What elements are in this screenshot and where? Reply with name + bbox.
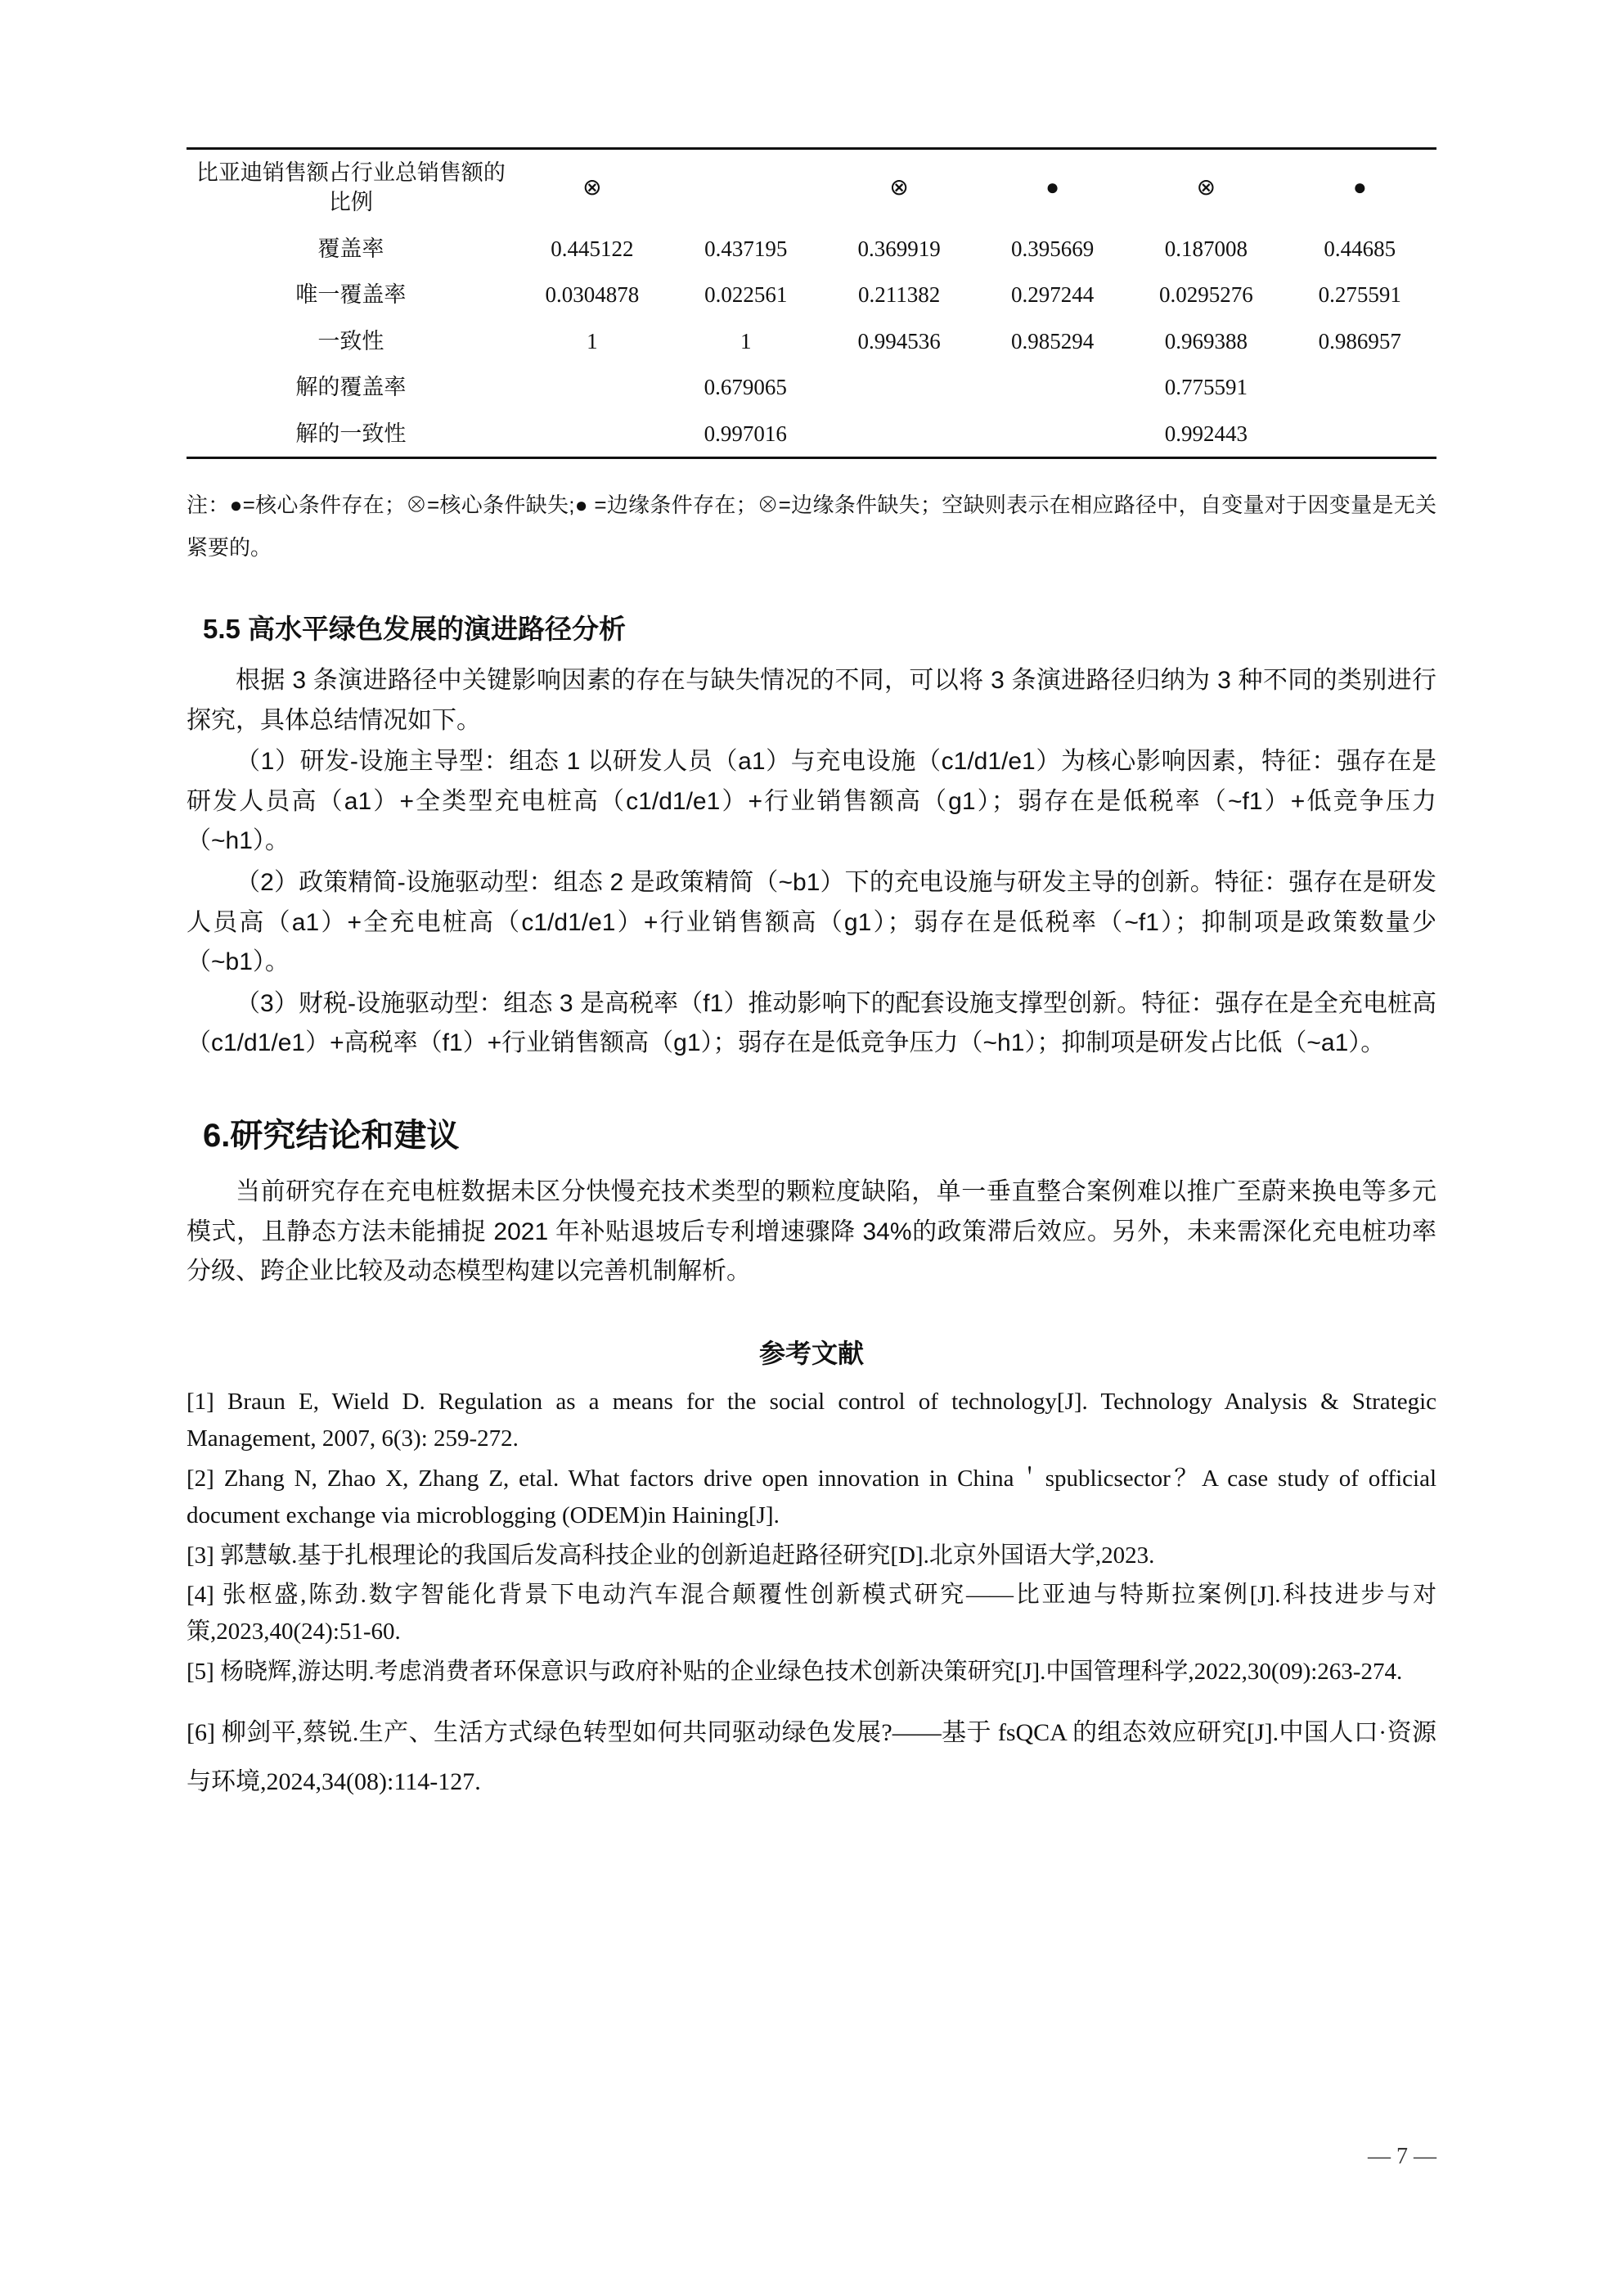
cell-value: 1 [740, 328, 752, 353]
cell-value: 0.997016 [515, 411, 976, 458]
cell-value: 0.969388 [1164, 328, 1248, 353]
table-row [187, 318, 1436, 364]
reference-item: [2] Zhang N, Zhao X, Zhang Z, etal. What factors drive open innovation in China＇spublicsector？A case study of official document exchange via microblogging (ODEM)in Haining[J]. [187, 1465, 1436, 1528]
reference-item: [1] Braun E, Wield D. Regulation as a means for the social control of technology[J]. Technology Analysis & Strategic Management, 2007, 6(3): 259-272. [187, 1388, 1436, 1452]
cell-value: 0.187008 [1164, 236, 1248, 261]
cell-value: 0.395669 [1010, 236, 1095, 261]
cell-value: 0.986957 [1318, 328, 1401, 353]
reference-item: [3] 郭慧敏.基于扎根理论的我国后发高科技企业的创新追赶路径研究[D].北京外国语大学,2023. [187, 1542, 1155, 1569]
section-heading-5-5: 5.5 高水平绿色发展的演进路径分析 [203, 614, 627, 645]
table-row [187, 149, 1436, 226]
cell-value: 0.297244 [1010, 282, 1095, 308]
cell-value: 0.022561 [704, 282, 788, 308]
cell-value: 0.994536 [857, 328, 941, 353]
row-label: 解的一致性 [187, 411, 515, 458]
reference-item: [5] 杨晓辉,游达明.考虑消费者环保意识与政府补贴的企业绿色技术创新决策研究[J].中国管理科学,2022,30(09):263-274. [187, 1659, 1403, 1686]
cell-value: 0.369919 [857, 236, 941, 261]
table-row [187, 364, 1436, 410]
cell-value: ⊗ [1129, 149, 1283, 226]
cell-value: 0.211382 [858, 282, 941, 308]
section-heading-6: 6.研究结论和建议 [203, 1118, 460, 1154]
cell-value: 0.992443 [976, 411, 1436, 458]
cell-value [669, 149, 822, 226]
table-row [187, 226, 1436, 272]
row-label: 比亚迪销售额占行业总销售额的比例 [187, 149, 515, 226]
paragraph: 根据 3 条演进路径中关键影响因素的存在与缺失情况的不同，可以将 3 条演进路径归纳为 3 种不同的类别进行探究，具体总结情况如下。 [187, 667, 1436, 734]
cell-value: 0.445122 [551, 236, 634, 261]
row-label: 解的覆盖率 [295, 375, 407, 400]
table-row [187, 272, 1436, 317]
cell-value: 0.437195 [704, 236, 788, 261]
cell-value: 0.775591 [1164, 375, 1248, 400]
row-label: 覆盖率 [317, 236, 384, 261]
page-number: — 7 — [1368, 2144, 1436, 2169]
cell-value: 0.44685 [1324, 236, 1396, 261]
page-content [187, 147, 1436, 1810]
cell-value: 0.275591 [1318, 282, 1401, 308]
paragraph: （1）研发-设施主导型：组态 1 以研发人员（a1）与充电设施（c1/d1/e1）为核心影响因素，特征：强存在是研发人员高（a1）+全类型充电桩高（c1/d1/e1）+行业销售额高（g1）；弱存在是低税率（~f1）+低竞争压力（~h1）。 [187, 748, 1436, 855]
cell-value: 0.985294 [1010, 328, 1095, 353]
reference-item: [6] 柳剑平,蔡锐.生产、生活方式绿色转型如何共同驱动绿色发展?——基于 fsQCA 的组态效应研究[J].中国人口·资源与环境,2024,34(08):114-127. [187, 1719, 1436, 1796]
paragraph: （2）政策精简-设施驱动型：组态 2 是政策精简（~b1）下的充电设施与研发主导的创新。特征：强存在是研发人员高（a1）+全充电桩高（c1/d1/e1）+行业销售额高（g1）；弱存在是低税率（~f1）；抑制项是政策数量少（~b1）。 [187, 869, 1436, 976]
paragraph: 当前研究存在充电桩数据未区分快慢充技术类型的颗粒度缺陷，单一垂直整合案例难以推广至蔚来换电等多元模式，且静态方法未能捕捉 2021 年补贴退坡后专利增速骤降 34%的政策滞后效应。另外，未来需深化充电桩功率分级、跨企业比较及动态模型构建以完善机制解析。 [187, 1178, 1436, 1285]
row-label: 唯一覆盖率 [295, 282, 407, 308]
table-row [187, 411, 1436, 458]
row-label: 一致性 [317, 328, 384, 353]
paragraph: （3）财税-设施驱动型：组态 3 是高税率（f1）推动影响下的配套设施支撑型创新。特征：强存在是全充电桩高（c1/d1/e1）+高税率（f1）+行业销售额高（g1）；弱存在是低竞争压力（~h1）；抑制项是研发占比低（~a1）。 [187, 989, 1436, 1057]
cell-value: ● [976, 149, 1129, 226]
qca-results-table [187, 147, 1436, 459]
cell-value: 0.679065 [704, 375, 787, 400]
table-note: 注：●=核心条件存在；⊗=核心条件缺失;● =边缘条件存在；⊗=边缘条件缺失；空缺则表示在相应路径中，自变量对于因变量是无关紧要的。 [187, 493, 1436, 560]
cell-value: ⊗ [822, 149, 975, 226]
references-title: 参考文献 [758, 1338, 864, 1368]
cell-value: 0.0295276 [1159, 282, 1253, 308]
cell-value: 1 [587, 328, 598, 353]
reference-item: [4] 张枢盛,陈劲.数字智能化背景下电动汽车混合颠覆性创新模式研究——比亚迪与特斯拉案例[J].科技进步与对策,2023,40(24):51-60. [187, 1582, 1436, 1645]
cell-value: ● [1284, 149, 1436, 226]
cell-value: ⊗ [515, 149, 669, 226]
cell-value: 0.0304878 [545, 282, 640, 308]
